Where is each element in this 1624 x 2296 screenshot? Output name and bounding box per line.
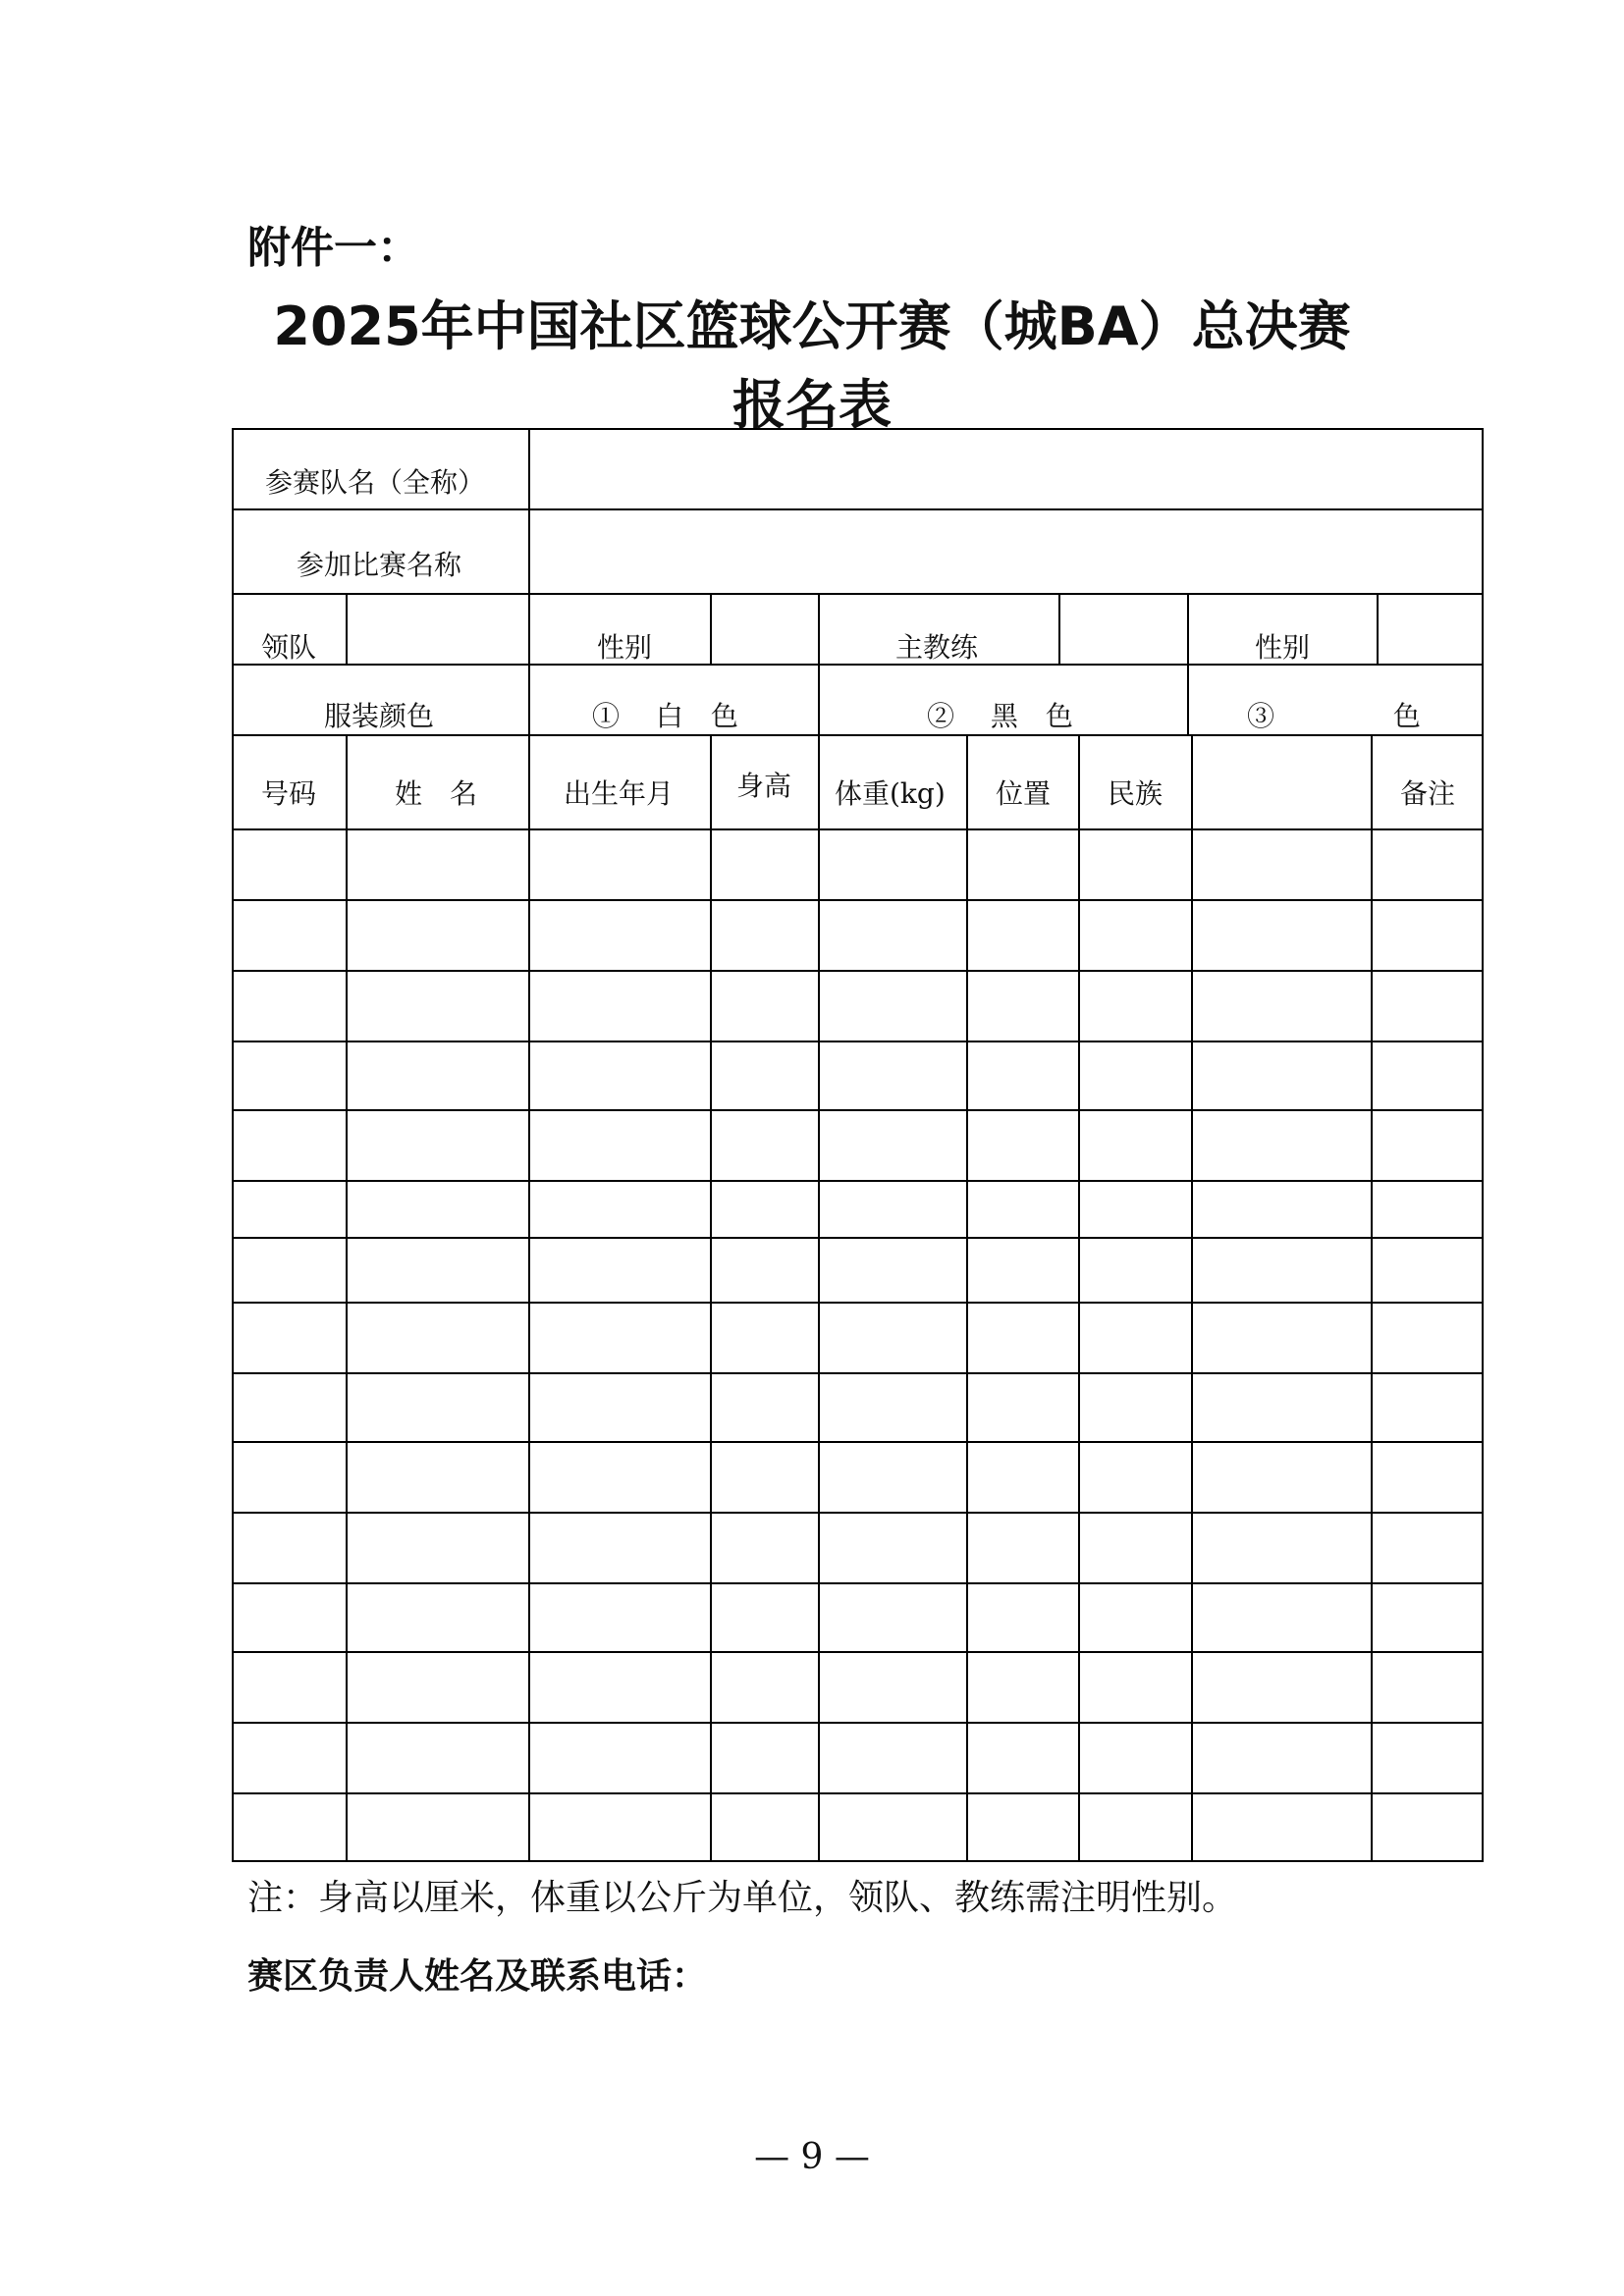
uniform-color-option-3: ③ 色 — [1247, 700, 1421, 732]
column-header-ethnicity: 民族 — [1108, 777, 1164, 810]
competition-name-label: 参加比赛名称 — [297, 549, 462, 581]
contact-label: 赛区负责人姓名及联系电话： — [247, 1956, 708, 1997]
column-header-remarks: 备注 — [1400, 777, 1456, 810]
form-subtitle: 报名表 — [732, 374, 892, 436]
column-header-birth: 出生年月 — [564, 777, 675, 810]
coach-gender-label: 性别 — [1255, 631, 1311, 664]
head-coach-label: 主教练 — [895, 631, 979, 664]
column-header-weight: 体重(kg) — [835, 777, 946, 810]
column-header-name: 姓 名 — [395, 777, 478, 810]
uniform-color-option-1: ① 白 色 — [592, 700, 738, 732]
attachment-label: 附件一： — [247, 223, 420, 273]
column-header-number: 号码 — [261, 777, 317, 810]
column-header-height: 身高 — [736, 770, 792, 802]
page-number: — 9 — — [754, 2137, 870, 2177]
leader-label: 领队 — [261, 631, 317, 664]
column-header-position: 位置 — [996, 777, 1052, 810]
uniform-color-option-2: ② 黑 色 — [927, 700, 1073, 732]
form-title: 2025年中国社区篮球公开赛（城BA）总决赛 — [273, 295, 1351, 357]
footnote: 注：身高以厘米，体重以公斤为单位，领队、教练需注明性别。 — [247, 1878, 1238, 1918]
leader-gender-label: 性别 — [597, 631, 653, 664]
uniform-color-label: 服装颜色 — [324, 700, 435, 732]
team-name-label: 参赛队名（全称） — [265, 466, 486, 499]
